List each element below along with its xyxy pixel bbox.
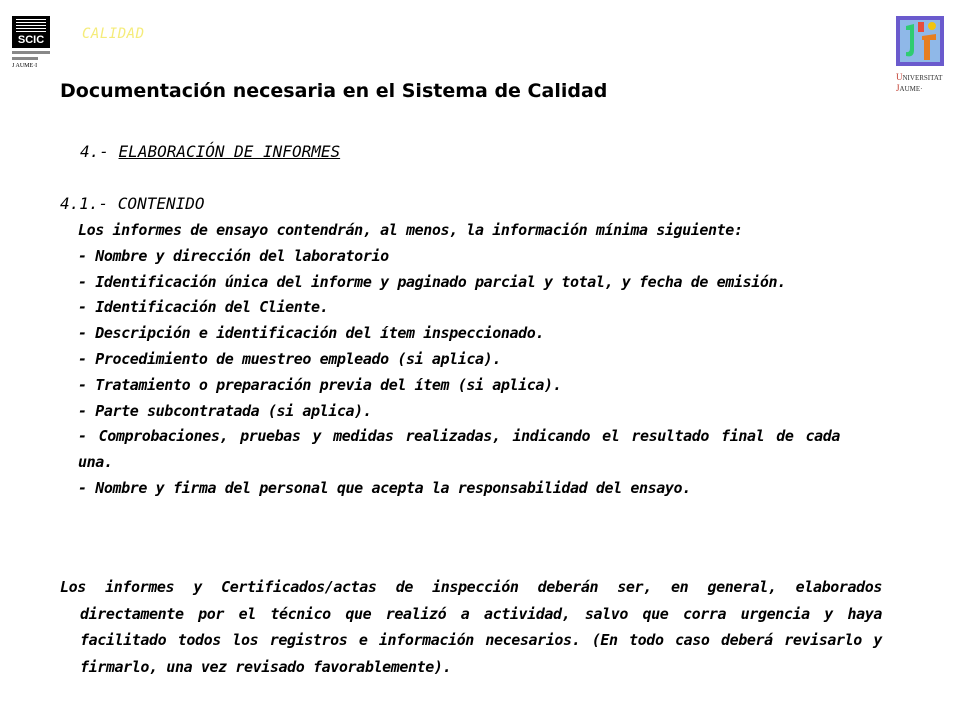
scic-logo-subtext: J AUME·I — [12, 63, 38, 69]
uji-logo-initial-u: U — [896, 72, 903, 82]
scic-logo-text: SCIC — [17, 34, 45, 46]
uji-logo-word2: AUME — [899, 85, 921, 93]
uji-logo-art — [896, 16, 944, 66]
list-item: - Comprobaciones, pruebas y medidas realizadas, indicando el resultado final de cada una. — [78, 427, 840, 472]
list-item: - Nombre y dirección del laboratorio — [78, 246, 389, 265]
header-label: CALIDAD — [82, 26, 145, 42]
uji-logo-word1: NIVERSITAT — [902, 74, 943, 82]
uji-logo-line2: JAUME· — [896, 83, 923, 93]
scic-logo — [12, 16, 50, 76]
closing-text: Los informes y Certificados/actas de inspección deberán ser, en general, elaborados directamente por el técnico que realizó a actividad, salvo que corra urgencia y haya facilitado todos los registros e información necesarios. (En todo caso deberá revisarlo y firmarlo, una vez revisado favorablemente). — [60, 578, 882, 676]
subsection-heading: 4.1.- CONTENIDO — [60, 194, 205, 213]
scic-logo-stripes — [16, 19, 46, 33]
scic-logo-box — [12, 16, 50, 48]
uji-logo-text — [896, 72, 942, 94]
uji-logo-line1 — [896, 72, 942, 83]
list-item: - Procedimiento de muestreo empleado (si aplica). — [78, 349, 501, 368]
list-item: - Identificación del Cliente. — [78, 298, 329, 317]
uji-logo-graphic — [896, 16, 944, 66]
list-item: - Tratamiento o preparación previa del ítem (si aplica). — [78, 375, 562, 394]
uji-logo — [896, 16, 946, 96]
subsection-content — [78, 218, 840, 502]
section-title: ELABORACIÓN DE INFORMES — [118, 142, 341, 161]
list-item: - Parte subcontratada (si aplica). — [78, 401, 372, 420]
page-title: Documentación necesaria en el Sistema de Calidad — [60, 80, 608, 102]
list-item: - Identificación única del informe y paginado parcial y total, y fecha de emisión. — [78, 272, 786, 291]
scic-logo-rule-short — [12, 57, 38, 60]
section-number: 4.- — [80, 142, 109, 161]
list-item: - Nombre y firma del personal que acepta la responsabilidad del ensayo. — [78, 478, 691, 497]
section-heading — [80, 142, 340, 161]
scic-logo-rule — [12, 51, 50, 54]
intro-paragraph: Los informes de ensayo contendrán, al menos, la información mínima siguiente: — [78, 221, 743, 239]
closing-paragraph — [60, 574, 882, 680]
list-item: - Descripción e identificación del ítem inspeccionado. — [78, 324, 545, 343]
uji-logo-initial-j: J — [896, 83, 900, 93]
